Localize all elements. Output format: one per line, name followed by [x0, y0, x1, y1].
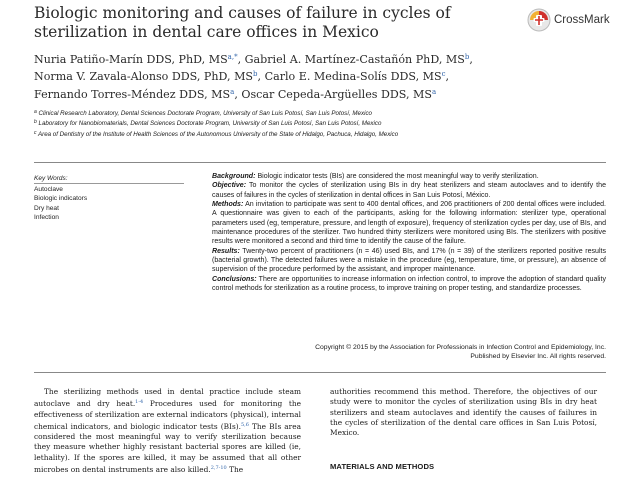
keyword: Biologic indicators [34, 195, 88, 203]
abstract-background: Background: Biologic indicator tests (BIs) are considered the most meaningful way to verify sterilization. [212, 173, 539, 180]
reference-link[interactable]: 5,6 [241, 421, 249, 428]
keyword: Autoclave [34, 186, 63, 193]
divider [34, 162, 606, 163]
crossmark-label: CrossMark [554, 14, 610, 26]
affiliation-item: $^a$ Clinical Research Laboratory, Dental Sciences Doctorate Program, University of San Luis Potosí, San Luis Potosí, Mexico [34, 109, 372, 117]
reference-link[interactable]: 2,7-10 [210, 465, 227, 472]
abstract-objective: Objective: To monitor the cycles of sterilization using BIs in dry heat sterilizers and steam autoclaves and to identify the causes of failures in the cycles of sterilization in dental offices in San Luis Potosí, México. [212, 182, 606, 199]
abstract-results: Results: Twenty-two percent of practitioners (n = 46) used BIs, and 17% (n = 39) of the sterilizers reported positive results (bacterial growth). The detected failures were a mistake in the procedure (eg, temperature, time, or pressure), an absence of supervision of the procedure performed by the assistant, and improper maintenance. [212, 247, 606, 274]
author-affiliation-mark[interactable]: c [441, 70, 446, 79]
author-name: Norma V. Zavala-Alonso DDS, PhD, MS [34, 70, 254, 84]
author-name: Gabriel A. Martínez-Castañón PhD, MS [244, 53, 465, 66]
crossmark-badge[interactable] [527, 8, 610, 32]
affiliation-item: $^b$ Laboratory for Nanobiomaterials, Dental Sciences Doctorate Program, University of San Luis Potosí, San Luis Potosí, Mexico [34, 119, 382, 128]
author-affiliation-mark[interactable]: a,* [227, 53, 238, 61]
keywords-list [34, 185, 87, 222]
author-name: Fernando Torres-Méndez DDS, MS [34, 87, 231, 101]
keyword: Infection [34, 213, 59, 221]
affiliations [34, 108, 634, 139]
divider [34, 183, 184, 184]
copyright-notice: Copyright © 2015 by the Association for Professionals in Infection Control and Epidemiology, Inc. Published by Elsevier Inc. All rights reserved. [315, 344, 606, 361]
author-affiliation-mark[interactable]: a [432, 87, 437, 96]
abstract-methods: Methods: An invitation to participate was sent to 400 dental offices, and 206 practitioners of 200 dental offices were included. A questionnaire was given to each of the participants, asking for the following information: sterilizer type, operational parameters used (eg, temperature, pressure, and length of exposure), frequency of sterilization cycles per day, use of BIs, and maintenance procedures of the sterilizer. Two hundred thirty sterilizers were monitored using BIs. The sterilizers with positive results were monitored a second and third time to identify the cause of the failure. [212, 201, 606, 246]
keywords-heading: Key Words: [34, 175, 68, 182]
author-affiliation-mark[interactable]: b [253, 70, 258, 79]
crossmark-icon [527, 8, 551, 32]
section-heading: MATERIALS AND METHODS [330, 462, 435, 471]
abstract [212, 172, 606, 293]
author-name: Carlo E. Medina-Solís DDS, MS [264, 70, 442, 84]
author-name: Oscar Cepeda-Argüelles DDS, MS [241, 87, 433, 101]
divider [34, 372, 606, 373]
article-title: Biologic monitoring and causes of failure in cycles of sterilization in dental care offices in Mexico [34, 4, 451, 41]
affiliation-item: $^c$ Area of Dentistry of the Institute of Health Sciences of the Autonomous University of the State of Hidalgo, Pachuca, Hidalgo, Mexico [34, 129, 399, 138]
author-affiliation-mark[interactable]: a [230, 87, 235, 96]
reference-link[interactable]: 1-4 [135, 399, 144, 406]
abstract-conclusions: Conclusions: There are opportunities to increase information on infection control, to improve the adoption of standard quality control methods for sterilization as a routine process, to improve training on proper testing, and standardize processes. [212, 275, 606, 293]
author-affiliation-mark[interactable]: b [464, 53, 470, 61]
body-text-left: The sterilizing methods used in dental practice include steam autoclave and dry heat.$^{1-4}$ Procedures used for monitoring the effectiveness of sterilization are external indicators (physical), internal chemical indicators, and biologic indicator tests (BIs).$^{5,6}$ The BIs area considered the most meaningful way to verify sterilization because they measure whether highly resistant bacterial spores are killed (ie, lethality). If the spores are killed, it may be assumed that all other microbes on dental instruments are also killed.$^{2,7-10}$ The [34, 387, 301, 475]
body-text-right: authorities recommend this method. Therefore, the objectives of our study were to monitor the cycles of sterilization using BIs in dry heat sterilizers and steam autoclaves and identify the causes of failures in the cycles of sterilization of the dental care offices in San Luis Potosí, Mexico. [330, 387, 597, 438]
keyword: Dry heat [34, 204, 59, 212]
author-list: Nuria Patiño-Marín DDS, PhD, $MS^{a,*}$, Gabriel A. Martínez-Castañón PhD, $MS^b$, Norma V. Zavala-Alonso DDS, PhD, $MS^b$, Carlo E. Medina-Solís DDS, $MS^c$, Fernando Torres-Méndez DDS, $MS^a$, Oscar Cepeda-Argüelles DDS, $MS^a$ [34, 53, 473, 101]
author-name: Nuria Patiño-Marín DDS, PhD, MS [34, 53, 228, 66]
